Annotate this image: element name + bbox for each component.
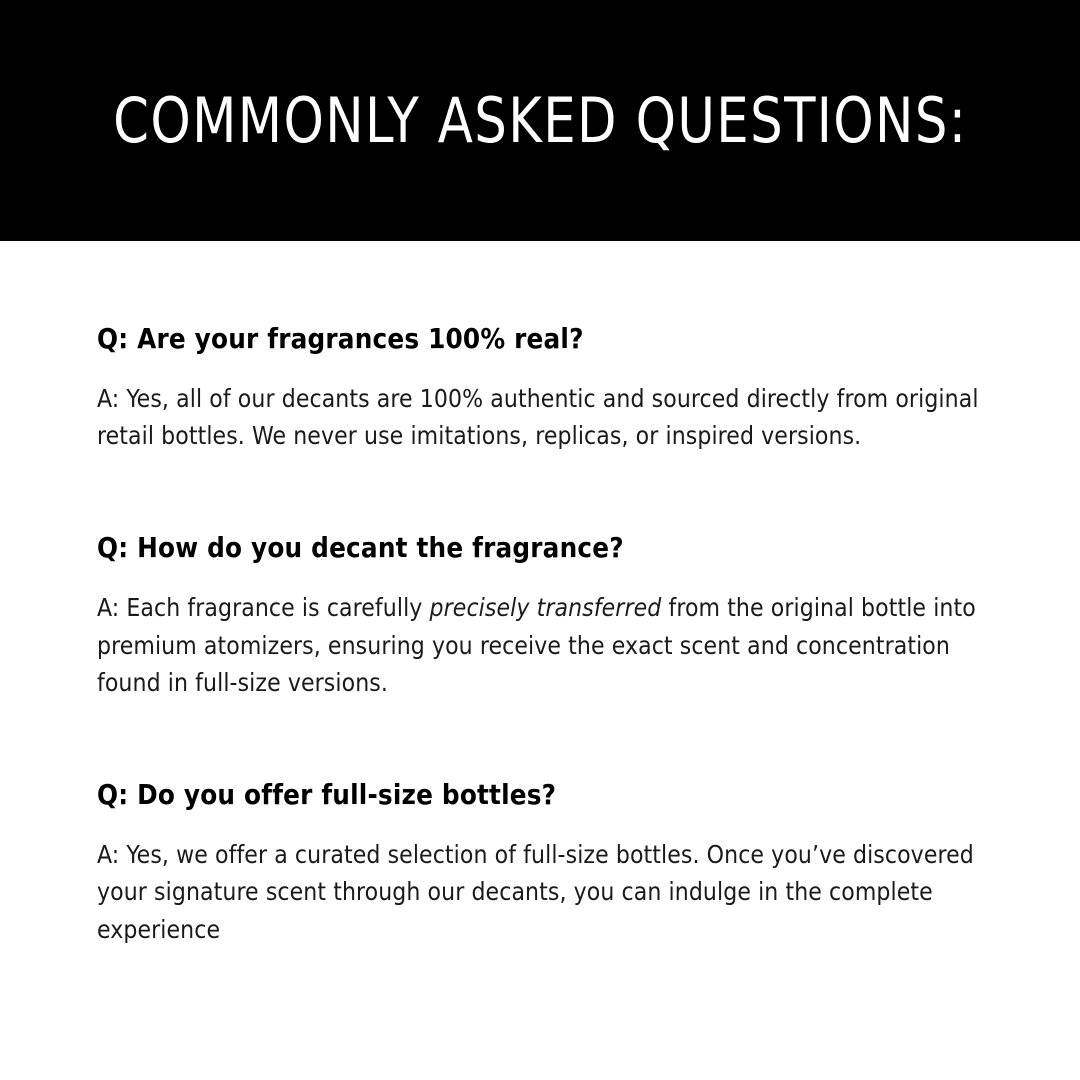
faq-answer-text: A: Yes, we offer a curated selection of full-size bottles. Once you’ve discovered your signature scent through our decants, you can indulge in the complete experience <box>97 840 974 944</box>
faq-question: Q: How do you decant the fragrance? <box>97 532 624 565</box>
header-banner <box>0 0 1080 241</box>
faq-item <box>97 454 1008 701</box>
faq-list <box>0 241 1080 948</box>
faq-answer <box>97 589 1008 701</box>
faq-answer-text-cont: from the original bottle into premium atomizers, ensuring you receive the exact scent and concentration found in full-size versions. <box>97 593 976 697</box>
faq-answer <box>97 836 1008 948</box>
faq-item <box>97 701 1008 948</box>
faq-answer <box>97 380 1008 454</box>
faq-answer-text: A: Yes, all of our decants are 100% authentic and sourced directly from original retail bottles. We never use imitations, replicas, or inspired versions. <box>97 384 979 451</box>
faq-answer-text: A: Each fragrance is carefully <box>97 593 430 623</box>
faq-answer-emphasis: precisely transferred <box>429 593 662 623</box>
page-title: COMMONLY ASKED QUESTIONS: <box>112 83 968 157</box>
faq-item <box>97 241 1008 454</box>
faq-question: Q: Are your fragrances 100% real? <box>97 323 584 355</box>
faq-question: Q: Do you offer full-size bottles? <box>97 779 557 812</box>
